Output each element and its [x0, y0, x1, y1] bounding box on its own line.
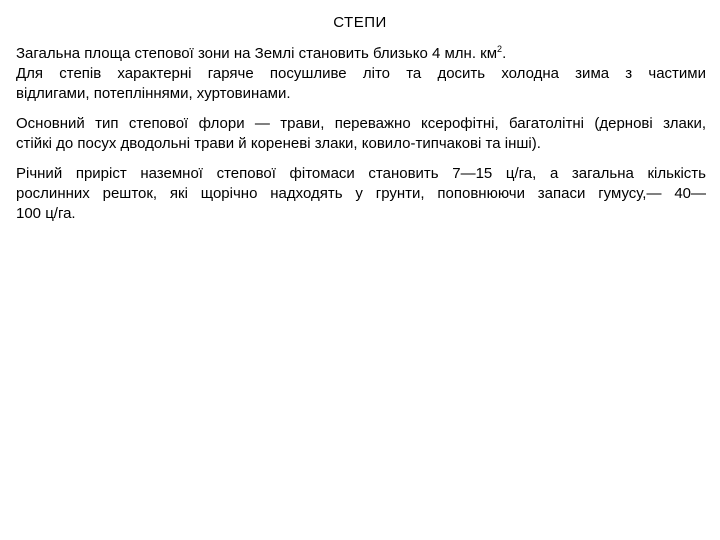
- paragraph-flora-line-1: Основний тип степової флори — трави, переважно ксерофітні, багатолітні (дернові злаки,: [16, 115, 706, 132]
- area-superscript: 2: [497, 44, 503, 54]
- paragraph-climate-line-2: відлигами, потепліннями, хуртовинами.: [16, 85, 291, 102]
- paragraph-flora-line-2: стійкі до посух дводольні трави й кореневі злаки, ковило-типчакові та інші).: [16, 135, 541, 152]
- paragraph-phytomass-line-2: рослинних решток, які щорічно надходять у грунти, поповнюючи запаси гумусу,— 40—: [16, 185, 706, 202]
- slide-body: [16, 44, 706, 234]
- slide-title: СТЕПИ: [333, 14, 387, 31]
- paragraph-area-line-1: [16, 44, 706, 64]
- area-text: Загальна площа степової зони на Землі становить близько 4 млн. км: [16, 45, 498, 62]
- area-period: .: [502, 45, 507, 62]
- paragraph-phytomass: [16, 164, 706, 224]
- paragraph-phytomass-line-3: 100 ц/га.: [16, 205, 76, 222]
- paragraph-climate-line-1: Для степів характерні гаряче посушливе літо та досить холодна зима з частими: [16, 65, 706, 82]
- paragraph-phytomass-line-1: Річний приріст наземної степової фітомаси становить 7—15 ц/га, а загальна кількість: [16, 165, 706, 182]
- paragraph-area: [16, 44, 706, 104]
- paragraph-flora: [16, 114, 706, 154]
